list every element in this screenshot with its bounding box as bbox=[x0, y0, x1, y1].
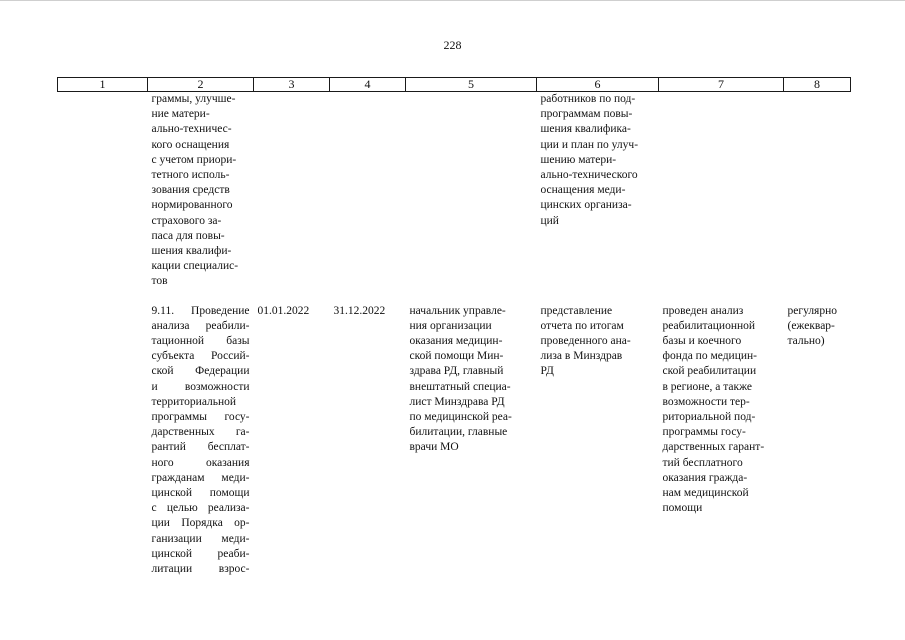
text-line: лист Минздрава РД bbox=[409, 395, 505, 408]
text-line: территориальной bbox=[151, 395, 237, 408]
text-line: тий бесплатного bbox=[662, 456, 743, 469]
event-text-lines bbox=[152, 304, 250, 578]
text-line: анализа реабили- bbox=[151, 319, 250, 332]
scan-top-edge bbox=[0, 0, 905, 1]
text-line: программам повы- bbox=[540, 108, 633, 121]
text-line: 9.11. Проведение bbox=[151, 304, 250, 317]
cell-4 bbox=[330, 92, 406, 290]
table-row-continuation bbox=[58, 92, 851, 290]
text-line: нам медицинской bbox=[662, 487, 749, 500]
cell-event-text bbox=[148, 304, 254, 578]
table-row-9-11 bbox=[58, 304, 851, 578]
cell-8 bbox=[784, 92, 851, 290]
text-line: тов bbox=[151, 275, 168, 288]
text-line: ций bbox=[540, 214, 559, 227]
text-line: ально-техничес- bbox=[151, 123, 232, 136]
text-line: ние матери- bbox=[151, 108, 210, 121]
text-line: шения квалифика- bbox=[540, 123, 631, 136]
text-line: в регионе, а также bbox=[662, 380, 753, 393]
cell-5 bbox=[406, 92, 537, 290]
text-line: ской реабилитации bbox=[662, 365, 757, 378]
column-header-1: 1 bbox=[58, 78, 148, 92]
text-line: тетного исполь- bbox=[151, 169, 230, 182]
text-line: билитации, главные bbox=[409, 426, 508, 439]
cell-event-text bbox=[148, 92, 254, 290]
responsible-text-lines bbox=[410, 304, 533, 456]
text-line: внештатный специа- bbox=[409, 380, 511, 393]
row-gap bbox=[58, 290, 851, 304]
event-text-lines bbox=[152, 92, 250, 290]
cell-1 bbox=[58, 304, 148, 578]
text-line: тально) bbox=[787, 335, 825, 348]
text-line: шения квалифи- bbox=[151, 245, 232, 258]
column-header-7: 7 bbox=[659, 78, 784, 92]
text-line: ции Порядка ор- bbox=[151, 517, 250, 530]
column-header-2: 2 bbox=[148, 78, 254, 92]
text-line: и возможности bbox=[151, 380, 250, 393]
text-line: регулярно bbox=[787, 304, 837, 317]
cell-frequency bbox=[784, 304, 851, 578]
text-line: ганизации меди- bbox=[151, 532, 250, 545]
cell-outcome bbox=[659, 304, 784, 578]
column-header-8: 8 bbox=[784, 78, 851, 92]
column-header-3: 3 bbox=[254, 78, 330, 92]
text-line: проведенного ана- bbox=[540, 335, 631, 348]
column-header-6: 6 bbox=[537, 78, 659, 92]
text-line: оснащения меди- bbox=[540, 184, 626, 197]
frequency-text-lines bbox=[788, 304, 847, 350]
text-line: зования средств bbox=[151, 184, 230, 197]
text-line: страхового за- bbox=[151, 214, 222, 227]
text-line: ской помощи Мин- bbox=[409, 350, 504, 363]
text-line: программы госу- bbox=[151, 411, 250, 424]
text-line: представление bbox=[540, 304, 613, 317]
cell-start-date: 01.01.2022 bbox=[257, 304, 310, 317]
column-header-4: 4 bbox=[330, 78, 406, 92]
text-line: работников по под- bbox=[540, 93, 636, 105]
text-line: (ежеквар- bbox=[787, 319, 835, 332]
text-line: программы госу- bbox=[662, 426, 746, 439]
text-line: реабилитационной bbox=[662, 319, 756, 332]
text-line: шению матери- bbox=[540, 153, 617, 166]
text-line: ции и план по улуч- bbox=[540, 138, 639, 151]
text-line: цинской помощи bbox=[151, 487, 250, 500]
text-line: здрава РД, главный bbox=[409, 365, 504, 378]
text-line: возможности тер- bbox=[662, 395, 750, 408]
cell-1 bbox=[58, 92, 148, 290]
text-line: ально-технического bbox=[540, 169, 638, 182]
text-line: с учетом приори- bbox=[151, 153, 237, 166]
text-line: с целью реализа- bbox=[151, 502, 250, 515]
report-text-lines bbox=[541, 304, 655, 380]
cell-7 bbox=[659, 92, 784, 290]
text-line: кации специалис- bbox=[151, 260, 239, 273]
text-line: ской Федерации bbox=[151, 365, 250, 378]
text-line: рантий бесплат- bbox=[151, 441, 250, 454]
text-line: литации взрос- bbox=[151, 563, 250, 576]
text-line: РД bbox=[540, 365, 554, 378]
text-line: лиза в Минздрав bbox=[540, 350, 623, 363]
text-line: дарственных га- bbox=[151, 426, 250, 439]
outcome-text-lines bbox=[663, 304, 780, 517]
text-line: нормированного bbox=[151, 199, 233, 212]
result-text-lines bbox=[541, 92, 655, 229]
column-header-5: 5 bbox=[406, 78, 537, 92]
text-line: базы и коечного bbox=[662, 335, 742, 348]
text-line: фонда по медицин- bbox=[662, 350, 757, 363]
text-line: цинских организа- bbox=[540, 199, 632, 212]
text-line: оказания медицин- bbox=[409, 335, 503, 348]
text-line: начальник управле- bbox=[409, 304, 506, 317]
text-line: паса для повы- bbox=[151, 229, 225, 242]
cell-result-text bbox=[537, 92, 659, 290]
text-line: оказания гражда- bbox=[662, 471, 748, 484]
page-number: 228 bbox=[443, 38, 462, 52]
cell-report bbox=[537, 304, 659, 578]
text-line: проведен анализ bbox=[662, 304, 744, 317]
text-line: отчета по итогам bbox=[540, 319, 624, 332]
text-line: по медицинской реа- bbox=[409, 411, 512, 424]
text-line: кого оснащения bbox=[151, 138, 230, 151]
text-line: тационной базы bbox=[151, 335, 250, 348]
column-number-row bbox=[58, 78, 851, 92]
text-line: риториальной под- bbox=[662, 411, 756, 424]
cell-responsible bbox=[406, 304, 537, 578]
text-line: ния организации bbox=[409, 319, 492, 332]
text-line: дарственных гарант- bbox=[662, 441, 765, 454]
text-line: ного оказания bbox=[151, 456, 250, 469]
plan-table bbox=[57, 77, 851, 577]
cell-3 bbox=[254, 92, 330, 290]
text-line: граммы, улучше- bbox=[151, 93, 236, 105]
text-line: цинской реаби- bbox=[151, 547, 250, 560]
text-line: врачи МО bbox=[409, 441, 459, 454]
text-line: субъекта Россий- bbox=[151, 350, 250, 363]
text-line: гражданам меди- bbox=[151, 471, 250, 484]
cell-end-date: 31.12.2022 bbox=[333, 304, 386, 317]
text-line: помощи bbox=[662, 502, 703, 515]
